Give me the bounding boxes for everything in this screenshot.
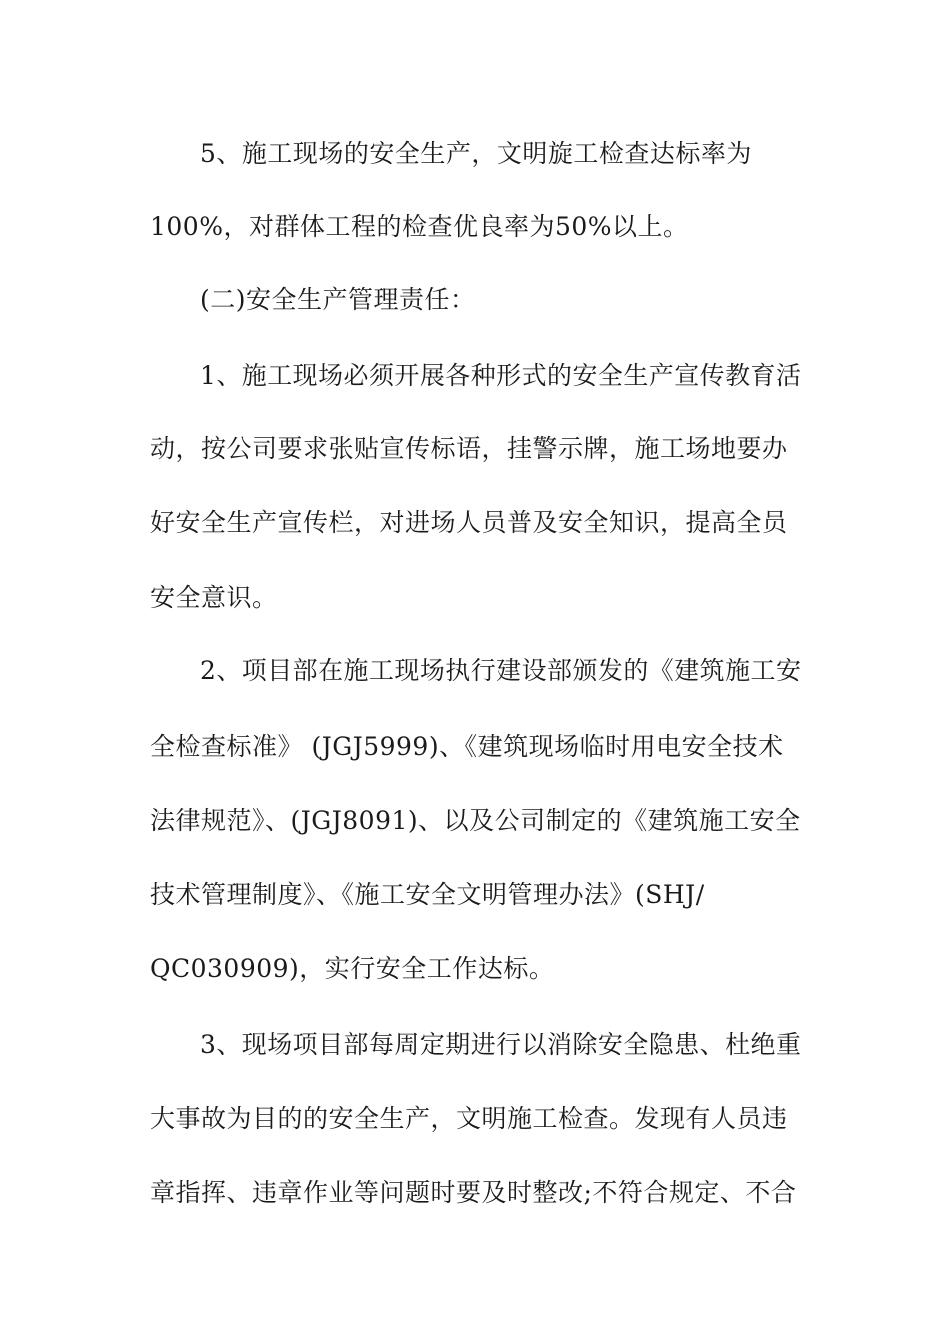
paragraph-line: QC030909)，实行安全工作达标。 [150, 954, 555, 983]
paragraph-line: 动，按公司要求张贴宣传标语，挂警示牌，施工场地要办 [150, 434, 788, 463]
paragraph-line: 好安全生产宣传栏，对进场人员普及安全知识，提高全员 [150, 508, 788, 537]
paragraph-line: 法律规范》、(JGJ8091)、以及公司制定的《建筑施工安全 [150, 806, 801, 835]
paragraph-line: 安全意识。 [150, 583, 278, 612]
paragraph-line: 5、施工现场的安全生产，文明旋工检查达标率为 [200, 139, 752, 168]
paragraph-line: 1、施工现场必须开展各种形式的安全生产宣传教育活 [200, 361, 802, 390]
paragraph-line: 技术管理制度》、《施工安全文明管理办法》(SHJ/ [150, 880, 705, 909]
paragraph-line: 100%，对群体工程的检查优良率为50%以上。 [150, 212, 689, 241]
paragraph-line: 2、项目部在施工现场执行建设部颁发的《建筑施工安 [200, 656, 802, 685]
paragraph-line: 大事故为目的的安全生产，文明施工检查。发现有人员违 [150, 1104, 788, 1133]
paragraph-line: 3、现场项目部每周定期进行以消除安全隐患、杜绝重 [200, 1030, 802, 1059]
paragraph-line: 全检查标准》 (JGJ5999)、《建筑现场临时用电安全技术 [150, 732, 784, 761]
section-heading: (二)安全生产管理责任： [200, 285, 476, 314]
paragraph-line: 章指挥、违章作业等问题时要及时整改;不符合规定、不合 [150, 1178, 797, 1207]
